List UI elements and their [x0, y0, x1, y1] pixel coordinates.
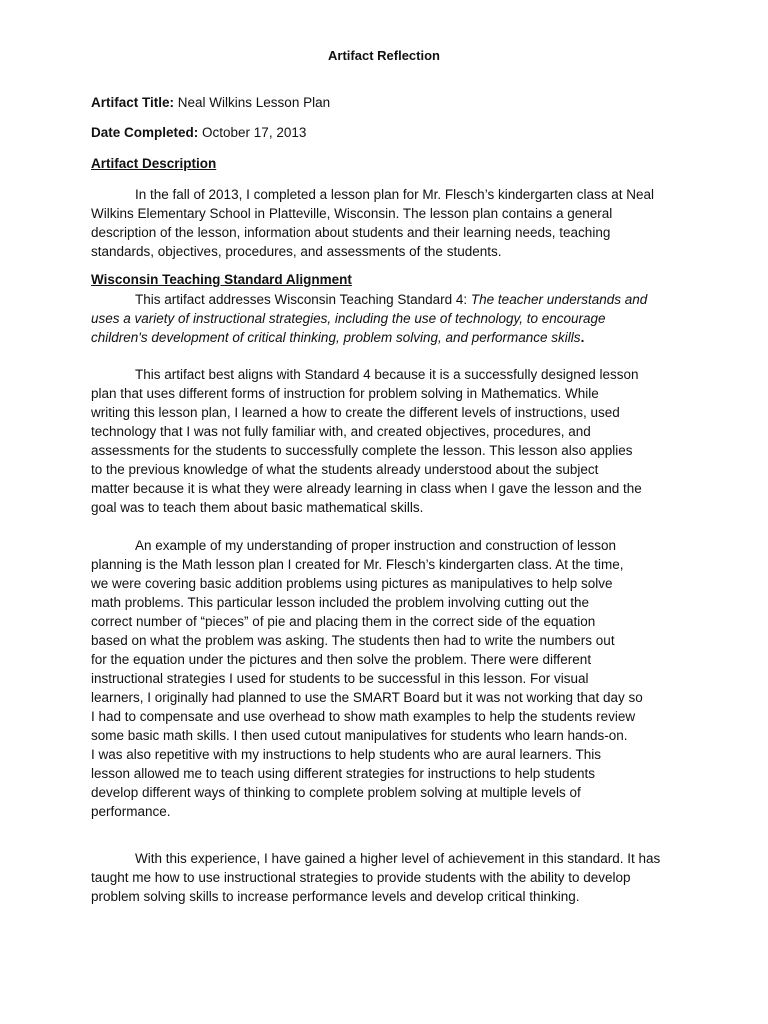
paragraph-line: goal was to teach them about basic mathematical skills. — [91, 500, 424, 515]
paragraph-line: lesson allowed me to teach using different strategies for instructions to help students — [91, 766, 596, 781]
page-title: Artifact Reflection — [328, 48, 440, 63]
paragraph-line: writing this lesson plan, I learned a how to create the different levels of instructions, used — [91, 405, 620, 420]
paragraph-line: performance. — [91, 804, 171, 819]
standard-text: children's development of critical thinking, problem solving, and performance skills — [91, 330, 581, 345]
paragraph-line: An example of my understanding of proper instruction and construction of lesson — [135, 538, 617, 553]
paragraph-line: In the fall of 2013, I completed a lesson plan for Mr. Flesch’s kindergarten class at Neal — [135, 187, 655, 202]
paragraph-line: taught me how to use instructional strategies to provide students with the ability to develop — [91, 870, 631, 885]
alignment-intro: This artifact addresses Wisconsin Teaching Standard 4: — [135, 292, 471, 307]
paragraph-line: problem solving skills to increase performance levels and develop critical thinking. — [91, 889, 580, 904]
standard-text: uses a variety of instructional strategies, including the use of technology, to encourage — [91, 311, 606, 326]
paragraph-line: instructional strategies I used for students to be successful in this lesson. For visual — [91, 671, 589, 686]
artifact-title-label: Artifact Title: — [91, 95, 175, 110]
paragraph-line: learners, I originally had planned to use the SMART Board but it was not working that day so — [91, 690, 643, 705]
paragraph-line: math problems. This particular lesson included the problem involving cutting out the — [91, 595, 590, 610]
paragraph-line: assessments for the students to successfully complete the lesson. This lesson also applies — [91, 443, 633, 458]
date-completed-value: October 17, 2013 — [202, 125, 307, 140]
paragraph-line: I was also repetitive with my instructions to help students who are aural learners. This — [91, 747, 601, 762]
standard-text: The teacher understands and — [470, 292, 648, 307]
paragraph-line: description of the lesson, information about students and their learning needs, teaching — [91, 225, 611, 240]
paragraph-line: matter because it is what they were already learning in class when I gave the lesson and the — [91, 481, 642, 496]
alignment-explanation-paragraph — [91, 365, 642, 517]
paragraph-line: I had to compensate and use overhead to show math examples to help the students review — [91, 709, 636, 724]
conclusion-paragraph — [91, 849, 660, 906]
example-paragraph — [91, 536, 643, 821]
description-paragraph — [91, 185, 654, 261]
paragraph-line: technology that I was not fully familiar with, and created objectives, procedures, and — [91, 424, 591, 439]
paragraph-line: to the previous knowledge of what the students already understood about the subject — [91, 462, 599, 477]
paragraph-line: we were covering basic addition problems using pictures as manipulatives to help solve — [91, 576, 613, 591]
standard-end: . — [580, 330, 585, 345]
paragraph-line — [91, 290, 647, 309]
paragraph-line — [91, 328, 647, 347]
date-completed-line — [91, 124, 306, 142]
paragraph-line: for the equation under the pictures and then solve the problem. There were different — [91, 652, 592, 667]
paragraph-line: plan that uses different forms of instruction for problem solving in Mathematics. While — [91, 386, 599, 401]
artifact-title-value: Neal Wilkins Lesson Plan — [177, 95, 331, 110]
artifact-description-heading: Artifact Description — [91, 156, 217, 171]
paragraph-line: Wilkins Elementary School in Platteville, Wisconsin. The lesson plan contains a general — [91, 206, 613, 221]
artifact-title-line — [91, 94, 330, 112]
paragraph-line: With this experience, I have gained a higher level of achievement in this standard. It has — [135, 851, 661, 866]
date-completed-label: Date Completed: — [91, 125, 199, 140]
paragraph-line: develop different ways of thinking to complete problem solving at multiple levels of — [91, 785, 581, 800]
paragraph-line: planning is the Math lesson plan I created for Mr. Flesch’s kindergarten class. At the time, — [91, 557, 624, 572]
alignment-paragraph — [91, 290, 647, 347]
paragraph-line: This artifact best aligns with Standard 4 because it is a successfully designed lesson — [135, 367, 639, 382]
paragraph-line: correct number of “pieces” of pie and placing them in the correct side of the equation — [91, 614, 596, 629]
paragraph-line — [91, 309, 647, 328]
paragraph-line: standards, objectives, procedures, and assessments of the students. — [91, 244, 502, 259]
paragraph-line: based on what the problem was asking. The students then had to write the numbers out — [91, 633, 615, 648]
standard-alignment-heading: Wisconsin Teaching Standard Alignment — [91, 272, 352, 287]
paragraph-line: some basic math skills. I then used cutout manipulatives for students who learn hands-on. — [91, 728, 628, 743]
